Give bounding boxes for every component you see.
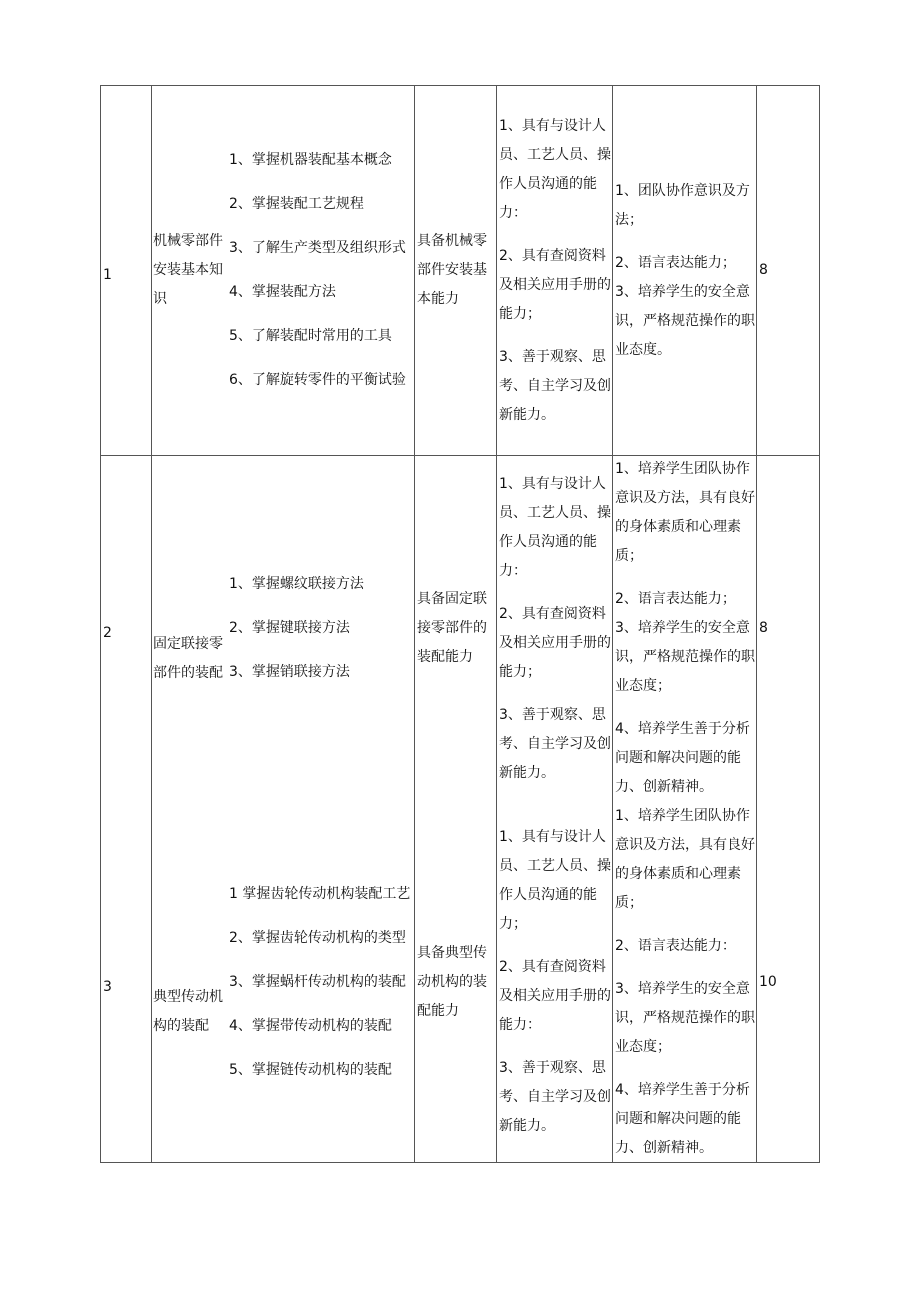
cell-skills xyxy=(498,86,612,455)
cell-ability xyxy=(416,801,496,1163)
cell-paragraph: 4、培养学生善于分析问题和解决问题的能力、创新精神。 xyxy=(615,1081,750,1156)
cell-text: 1 xyxy=(103,267,112,283)
cell-paragraph: 2、掌握键联接方法 xyxy=(229,620,350,636)
cell-paragraph: 5、掌握链传动机构的装配 xyxy=(229,1061,392,1078)
cell-paragraph: 2、具有查阅资料及相关应用手册的能力； xyxy=(499,247,611,322)
cell-skills xyxy=(498,456,612,801)
cell-no xyxy=(102,456,150,801)
cell-hours xyxy=(758,86,820,455)
cell-content xyxy=(228,456,413,801)
cell-paragraph: 1、团队协作意识及方法； xyxy=(615,182,750,228)
cell-ability xyxy=(416,456,496,801)
cell-paragraph: 5、了解装配时常用的工具 xyxy=(229,328,392,344)
cell-name xyxy=(152,456,224,801)
cell-skills xyxy=(498,801,612,1163)
cell-paragraph: 4、培养学生善于分析问题和解决问题的能力、创新精神。 xyxy=(615,721,750,795)
cell-paragraph: 3、掌握销联接方法 xyxy=(229,664,350,680)
cell-text: 具备固定联接零部件的装配能力 xyxy=(417,591,487,665)
cell-no xyxy=(102,86,150,455)
cell-paragraph: 1、培养学生团队协作意识及方法，具有良好的身体素质和心理素质； xyxy=(615,461,755,564)
cell-quality xyxy=(614,86,756,455)
curriculum-table xyxy=(100,85,820,1163)
cell-text: 8 xyxy=(759,262,768,278)
divider xyxy=(612,86,613,1162)
cell-text: 8 xyxy=(759,620,768,636)
cell-paragraph: 3、善于观察、思考、自主学习及创新能力。 xyxy=(499,706,611,781)
cell-paragraph: 1 掌握齿轮传动机构装配工艺 xyxy=(229,885,411,902)
cell-paragraph: 2、具有查阅资料及相关应用手册的能力： xyxy=(499,959,611,1033)
cell-text: 具备机械零部件安装基本能力 xyxy=(417,233,487,307)
cell-paragraph: 6、了解旋转零件的平衡试验 xyxy=(229,372,406,388)
divider xyxy=(756,86,757,1162)
cell-paragraph: 3、了解生产类型及组织形式 xyxy=(229,240,406,256)
cell-no xyxy=(102,801,150,1163)
cell-content xyxy=(228,801,413,1163)
cell-quality xyxy=(614,801,756,1163)
cell-paragraph: 3、培养学生的安全意识，严格规范操作的职业态度； xyxy=(615,980,755,1055)
cell-paragraph: 1、具有与设计人员、工艺人员、操作人员沟通的能力： xyxy=(499,475,611,579)
cell-quality xyxy=(614,456,756,801)
cell-text: 2 xyxy=(103,625,112,641)
cell-content xyxy=(228,86,413,455)
cell-paragraph: 2、掌握装配工艺规程 xyxy=(229,196,364,212)
cell-paragraph: 3、掌握蜗杆传动机构的装配 xyxy=(229,973,406,990)
cell-paragraph: 3、善于观察、思考、自主学习及创新能力。 xyxy=(499,1060,611,1134)
cell-paragraph: 4、掌握带传动机构的装配 xyxy=(229,1017,392,1034)
cell-hours xyxy=(758,456,820,801)
cell-paragraph: 1、掌握机器装配基本概念 xyxy=(229,152,392,168)
cell-text: 10 xyxy=(759,973,777,990)
cell-paragraph: 1、掌握螺纹联接方法 xyxy=(229,576,364,592)
cell-text: 具备典型传动机构的装配能力 xyxy=(417,944,487,1019)
cell-text: 固定联接零部件的装配 xyxy=(153,635,223,681)
cell-paragraph: 1、培养学生团队协作意识及方法，具有良好的身体素质和心理素质； xyxy=(615,807,755,911)
divider xyxy=(496,86,497,1162)
cell-paragraph: 3、善于观察、思考、自主学习及创新能力。 xyxy=(499,348,611,423)
cell-paragraph: 2、语言表达能力；3、培养学生的安全意识，严格规范操作的职业态度； xyxy=(615,591,755,694)
cell-text: 机械零部件安装基本知识 xyxy=(153,233,223,307)
cell-ability xyxy=(416,86,496,455)
cell-paragraph: 2、语言表达能力： xyxy=(615,937,736,954)
cell-paragraph: 2、掌握齿轮传动机构的类型 xyxy=(229,929,406,946)
cell-text: 3 xyxy=(103,978,112,995)
cell-paragraph: 4、掌握装配方法 xyxy=(229,284,336,300)
cell-paragraph: 1、具有与设计人员、工艺人员、操作人员沟通的能力； xyxy=(499,829,611,932)
cell-paragraph: 2、语言表达能力；3、培养学生的安全意识，严格规范操作的职业态度。 xyxy=(615,254,755,358)
cell-text: 典型传动机构的装配 xyxy=(153,989,223,1034)
cell-name xyxy=(152,86,224,455)
cell-hours xyxy=(758,801,820,1163)
cell-paragraph: 2、具有查阅资料及相关应用手册的能力； xyxy=(499,605,611,680)
cell-paragraph: 1、具有与设计人员、工艺人员、操作人员沟通的能力： xyxy=(499,117,611,221)
divider xyxy=(414,86,415,1162)
cell-name xyxy=(152,801,224,1163)
